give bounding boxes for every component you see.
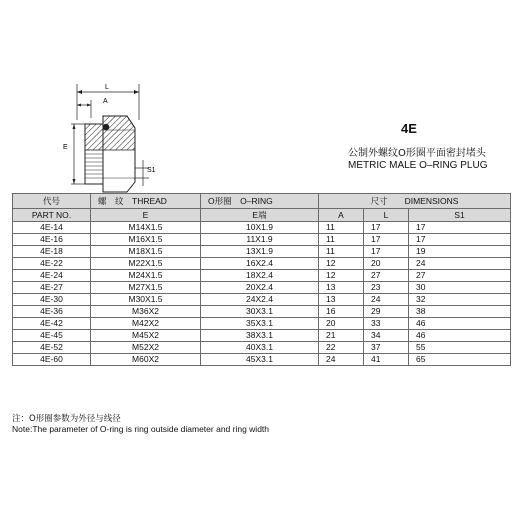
- table-row: [13, 354, 511, 366]
- cell-part: 4E-36: [13, 306, 91, 318]
- table-row: [13, 282, 511, 294]
- cell-s1: 17: [409, 222, 511, 234]
- cell-part: 4E-24: [13, 270, 91, 282]
- table-row: [13, 318, 511, 330]
- cell-thread: M52X2: [91, 342, 201, 354]
- header-oring-e: E端: [201, 209, 319, 222]
- cell-oring: 20X2.4: [201, 282, 319, 294]
- cell-l: 17: [364, 234, 409, 246]
- cell-s1: 19: [409, 246, 511, 258]
- table-row: [13, 306, 511, 318]
- product-title-chinese: 公制外螺纹O形圈平面密封堵头: [348, 148, 486, 159]
- cell-thread: M60X2: [91, 354, 201, 366]
- cell-l: 41: [364, 354, 409, 366]
- cell-s1: 17: [409, 234, 511, 246]
- cell-a: 16: [319, 306, 364, 318]
- header-dim-a: A: [319, 209, 364, 222]
- cell-thread: M30X1.5: [91, 294, 201, 306]
- note-chinese: 注：O形圈参数为外径与线径: [12, 414, 121, 424]
- cell-part: 4E-14: [13, 222, 91, 234]
- cell-s1: 55: [409, 342, 511, 354]
- product-title-english: METRIC MALE O–RING PLUG: [348, 160, 488, 171]
- table-row: [13, 342, 511, 354]
- cell-part: 4E-42: [13, 318, 91, 330]
- table-row: [13, 234, 511, 246]
- dimension-e-label: E: [63, 144, 68, 151]
- header-oring: O形圈 O–RING: [201, 194, 319, 209]
- cell-part: 4E-60: [13, 354, 91, 366]
- dimension-l-label: L: [105, 84, 109, 91]
- header-dimensions: 尺寸 DIMENSIONS: [319, 194, 511, 209]
- cell-s1: 30: [409, 282, 511, 294]
- cell-part: 4E-45: [13, 330, 91, 342]
- cell-s1: 46: [409, 318, 511, 330]
- cell-oring: 30X3.1: [201, 306, 319, 318]
- cell-thread: M36X2: [91, 306, 201, 318]
- product-code: 4E: [401, 121, 417, 136]
- cell-part: 4E-52: [13, 342, 91, 354]
- header-dim-s1: S1: [409, 209, 511, 222]
- cell-part: 4E-27: [13, 282, 91, 294]
- cell-a: 20: [319, 318, 364, 330]
- cell-oring: 45X3.1: [201, 354, 319, 366]
- cell-l: 34: [364, 330, 409, 342]
- note-english: Note:The parameter of O-ring is ring outside diameter and ring width: [12, 424, 270, 434]
- cell-l: 17: [364, 222, 409, 234]
- cell-a: 11: [319, 234, 364, 246]
- header-part-en: PART NO.: [13, 209, 91, 222]
- cell-a: 22: [319, 342, 364, 354]
- cell-a: 12: [319, 270, 364, 282]
- cell-thread: M24X1.5: [91, 270, 201, 282]
- cell-l: 23: [364, 282, 409, 294]
- cell-thread: M18X1.5: [91, 246, 201, 258]
- cell-a: 13: [319, 294, 364, 306]
- cell-thread: M22X1.5: [91, 258, 201, 270]
- cell-a: 11: [319, 222, 364, 234]
- cell-oring: 16X2.4: [201, 258, 319, 270]
- cell-a: 21: [319, 330, 364, 342]
- cell-oring: 18X2.4: [201, 270, 319, 282]
- cell-a: 11: [319, 246, 364, 258]
- cell-s1: 46: [409, 330, 511, 342]
- header-part-cn: 代号: [13, 194, 91, 209]
- header-dim-l: L: [364, 209, 409, 222]
- cell-s1: 27: [409, 270, 511, 282]
- cell-a: 12: [319, 258, 364, 270]
- cell-part: 4E-16: [13, 234, 91, 246]
- cell-thread: M27X1.5: [91, 282, 201, 294]
- cell-oring: 40X3.1: [201, 342, 319, 354]
- cell-oring: 10X1.9: [201, 222, 319, 234]
- table-row: [13, 330, 511, 342]
- cell-a: 24: [319, 354, 364, 366]
- table-row: [13, 222, 511, 234]
- cell-thread: M42X2: [91, 318, 201, 330]
- cell-s1: 32: [409, 294, 511, 306]
- cell-part: 4E-18: [13, 246, 91, 258]
- plug-technical-drawing: [55, 80, 175, 200]
- table-row: [13, 270, 511, 282]
- cell-oring: 38X3.1: [201, 330, 319, 342]
- cell-thread: M16X1.5: [91, 234, 201, 246]
- cell-l: 24: [364, 294, 409, 306]
- dimension-a-label: A: [103, 98, 108, 105]
- cell-a: 13: [319, 282, 364, 294]
- cell-l: 20: [364, 258, 409, 270]
- cell-l: 37: [364, 342, 409, 354]
- cell-oring: 11X1.9: [201, 234, 319, 246]
- cell-l: 27: [364, 270, 409, 282]
- cell-oring: 24X2.4: [201, 294, 319, 306]
- cell-part: 4E-22: [13, 258, 91, 270]
- cell-s1: 24: [409, 258, 511, 270]
- table-row: [13, 294, 511, 306]
- cell-l: 33: [364, 318, 409, 330]
- cell-oring: 13X1.9: [201, 246, 319, 258]
- cell-thread: M14X1.5: [91, 222, 201, 234]
- cell-s1: 38: [409, 306, 511, 318]
- cell-l: 29: [364, 306, 409, 318]
- dimension-s1-label: S1: [147, 167, 156, 174]
- cell-oring: 35X3.1: [201, 318, 319, 330]
- header-thread: 螺 纹 THREAD: [91, 194, 201, 209]
- table-row: [13, 258, 511, 270]
- cell-l: 17: [364, 246, 409, 258]
- cell-thread: M45X2: [91, 330, 201, 342]
- cell-part: 4E-30: [13, 294, 91, 306]
- header-thread-e: E: [91, 209, 201, 222]
- dimensions-table: [12, 193, 511, 366]
- cell-s1: 65: [409, 354, 511, 366]
- table-row: [13, 246, 511, 258]
